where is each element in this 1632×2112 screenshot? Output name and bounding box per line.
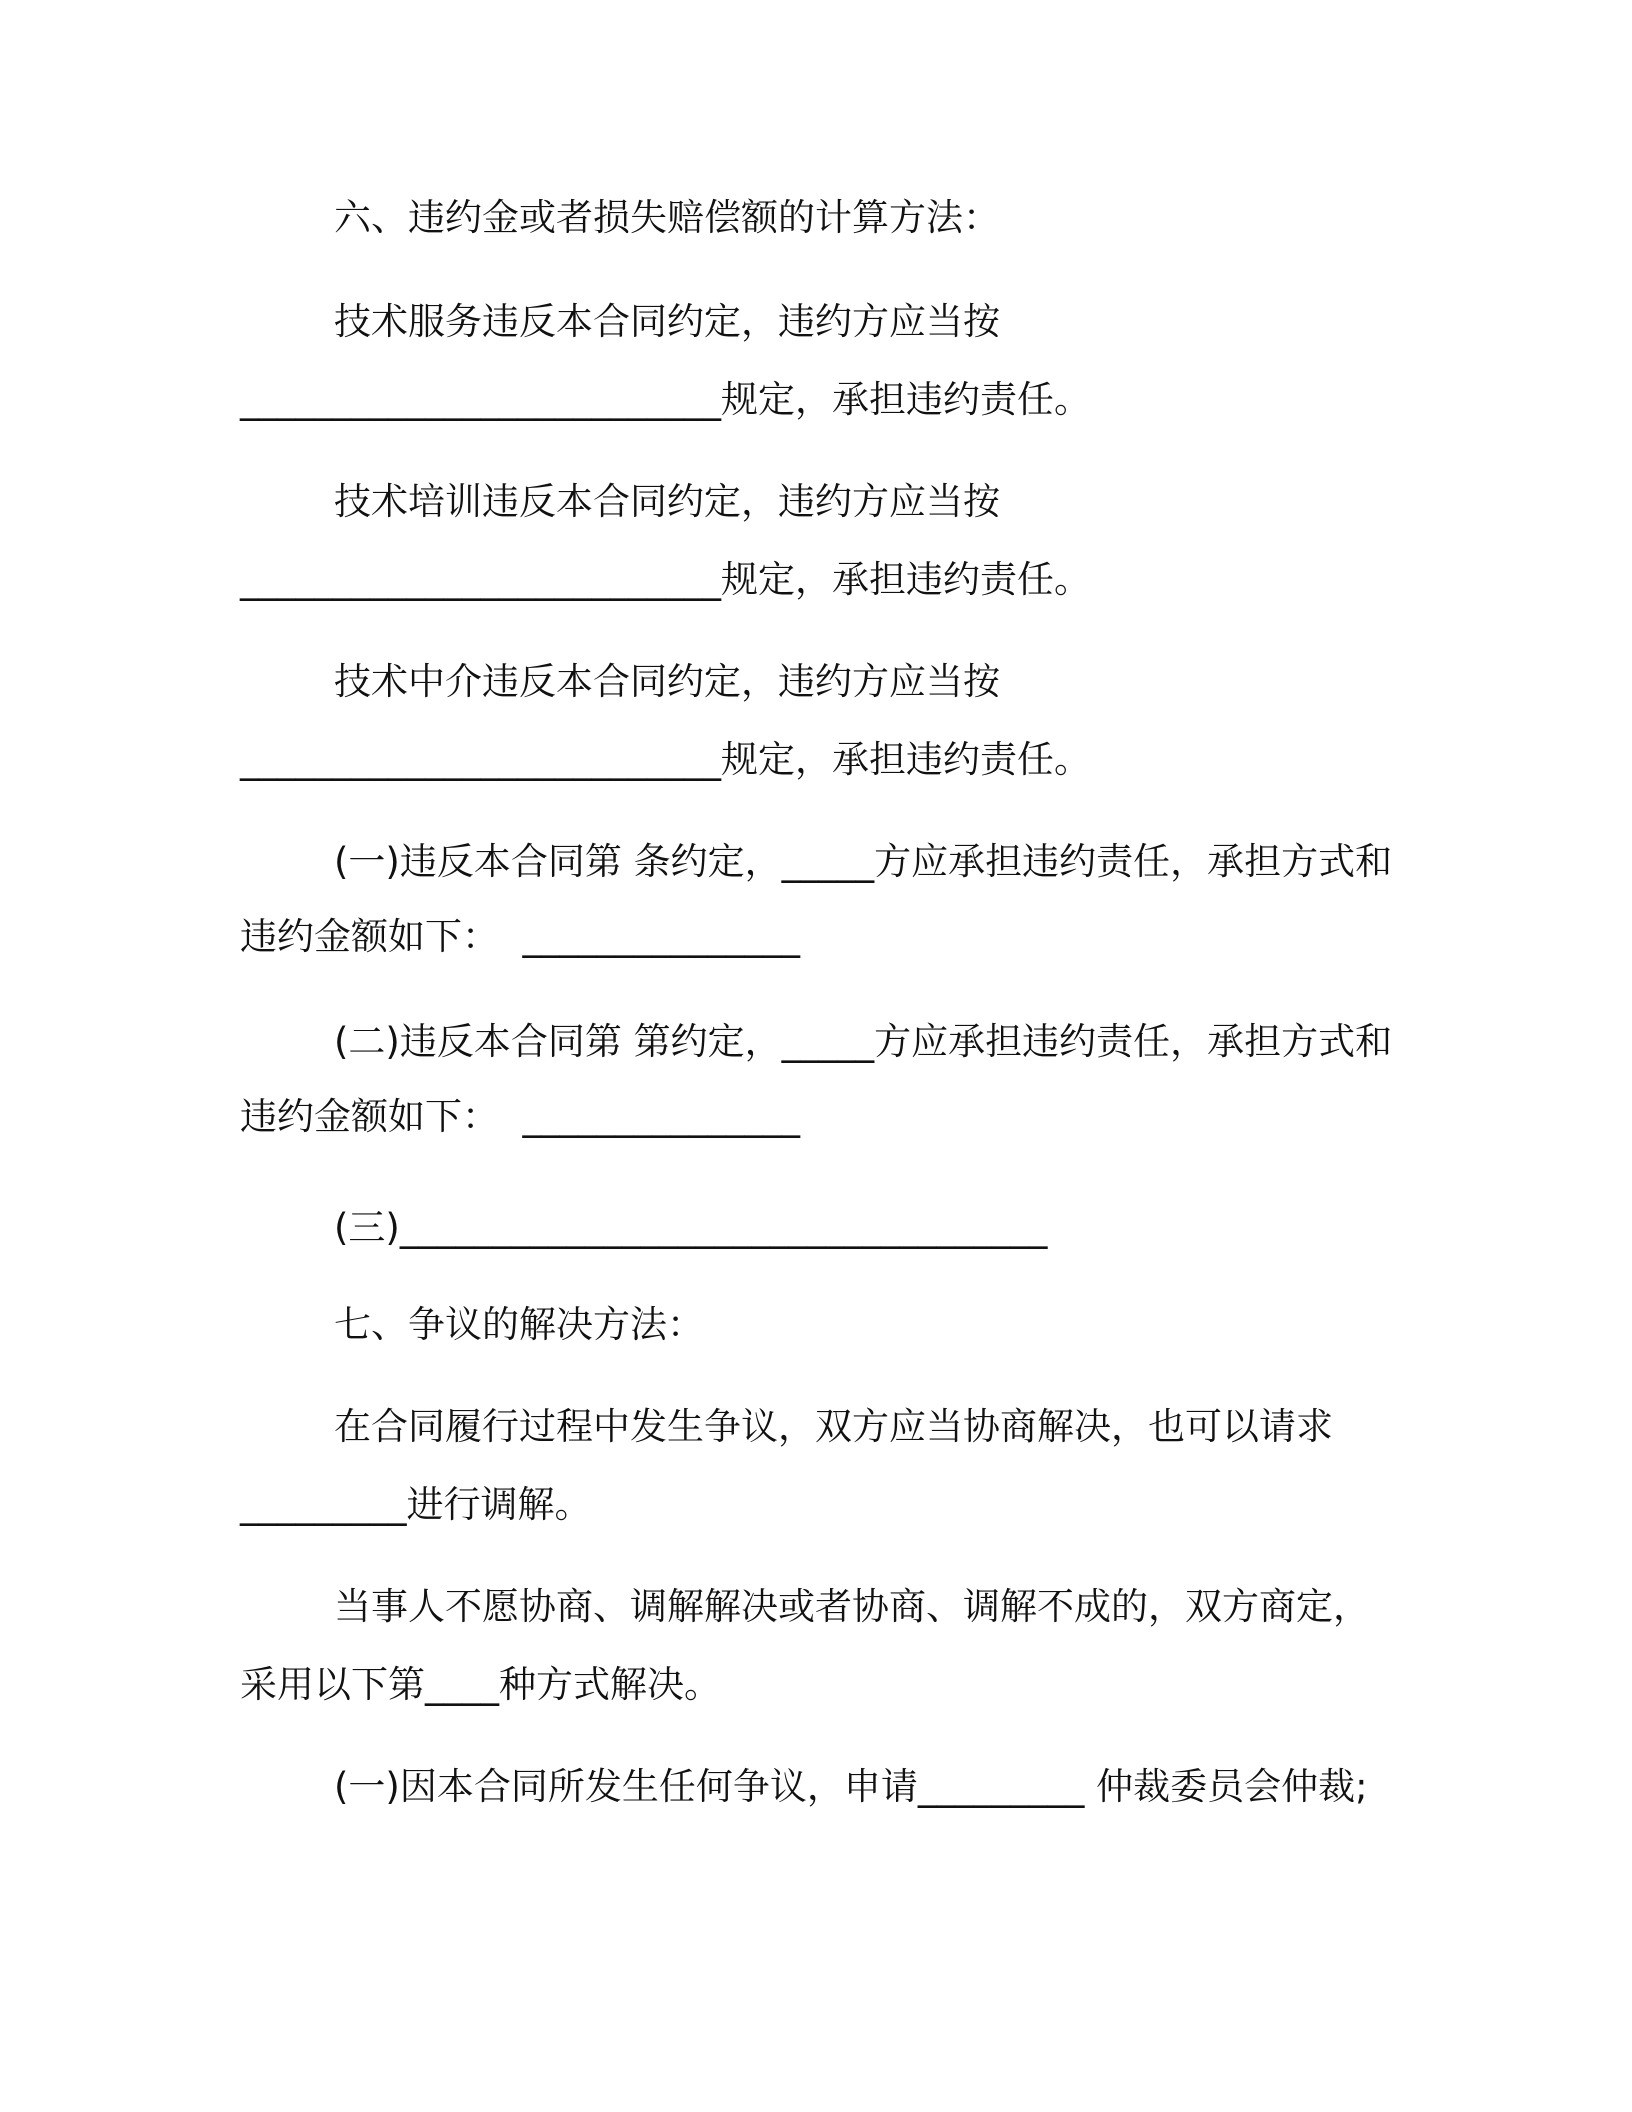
paragraph-line: (一)因本合同所发生任何争议，申请_________ 仲裁委员会仲裁; <box>334 1765 1368 1808</box>
paragraph-line: __________________________规定，承担违约责任。 <box>240 558 1091 601</box>
paragraph-line: 技术培训违反本合同约定，违约方应当按 <box>334 480 1000 523</box>
paragraph-line: 技术中介违反本合同约定，违约方应当按 <box>334 660 1000 703</box>
paragraph-line: 技术服务违反本合同约定，违约方应当按 <box>334 300 1000 343</box>
paragraph-line: 违约金额如下： _______________ <box>240 1095 801 1138</box>
section-heading-7: 七、争议的解决方法： <box>334 1303 704 1346</box>
paragraph-line: 采用以下第____种方式解决。 <box>240 1663 721 1706</box>
paragraph-line: 违约金额如下： _______________ <box>240 915 801 958</box>
paragraph-line: __________________________规定，承担违约责任。 <box>240 378 1091 421</box>
paragraph-line: _________进行调解。 <box>240 1483 592 1526</box>
paragraph-line: __________________________规定，承担违约责任。 <box>240 738 1091 781</box>
paragraph-line: 在合同履行过程中发生争议，双方应当协商解决，也可以请求 <box>334 1405 1333 1448</box>
paragraph-line: 当事人不愿协商、调解解决或者协商、调解不成的，双方商定， <box>334 1585 1370 1628</box>
paragraph-line: (二)违反本合同第 第约定，_____方应承担违约责任，承担方式和 <box>334 1020 1393 1063</box>
section-heading-6: 六、违约金或者损失赔偿额的计算方法： <box>334 196 1000 239</box>
paragraph-line: (一)违反本合同第 条约定，_____方应承担违约责任，承担方式和 <box>334 840 1393 883</box>
paragraph-line: (三)___________________________________ <box>334 1206 1048 1249</box>
